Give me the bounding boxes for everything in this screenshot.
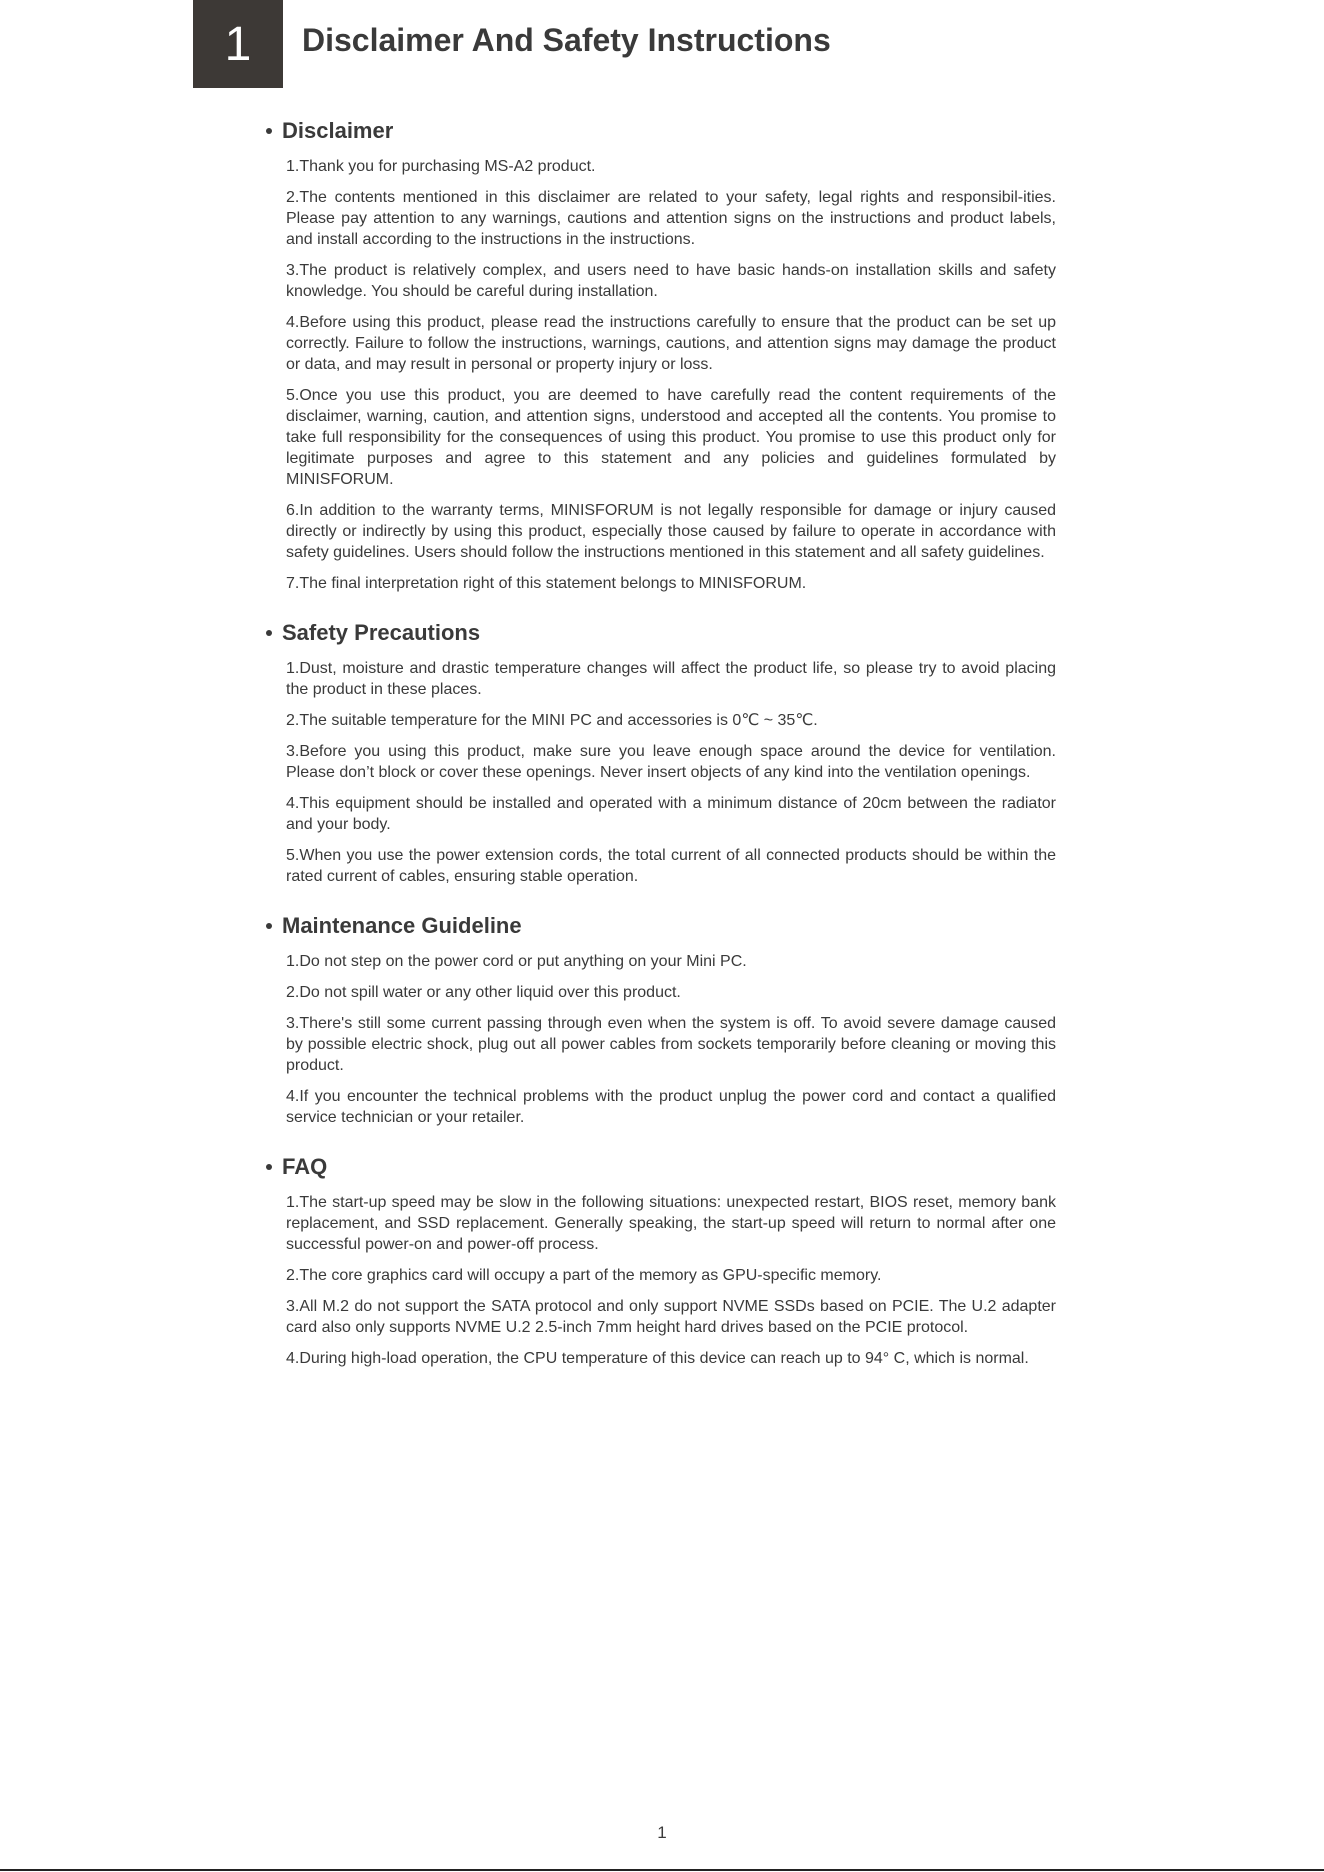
list-item: 3.The product is relatively complex, and users need to have basic hands-on installation skills and safety knowledge. You should be careful during installation. — [286, 262, 1056, 300]
section-heading — [266, 118, 1056, 144]
list-item: 1.Thank you for purchasing MS-A2 product. — [286, 158, 596, 175]
list-item: 2.The contents mentioned in this disclaimer are related to your safety, legal rights and responsibil-ities. Please pay attention to any warnings, cautions and attention signs on the instructions and product labels, and install according to the instructions in the instructions. — [286, 189, 1056, 248]
list-item: 5.Once you use this product, you are deemed to have carefully read the content requirements of the disclaimer, warning, caution, and attention signs, understood and accepted all the contents. You promise to take full responsibility for the consequences of using this product. You promise to use this product only for legitimate purposes and agree to this statement and any policies and guidelines formulated by MINISFORUM. — [286, 387, 1056, 488]
chapter-number: 1 — [224, 17, 252, 71]
page-content — [266, 118, 1056, 1395]
section-heading-text: Maintenance Guideline — [282, 913, 522, 938]
section-faq — [266, 1154, 1056, 1369]
section-maintenance-guideline — [266, 913, 1056, 1128]
list-item: 4.If you encounter the technical problems with the product unplug the power cord and contact a qualified service technician or your retailer. — [286, 1088, 1056, 1126]
section-heading — [266, 913, 1056, 939]
list-item: 4.During high-load operation, the CPU temperature of this device can reach up to 94° C, which is normal. — [286, 1350, 1029, 1367]
section-heading — [266, 1154, 1056, 1180]
list-item: 2.Do not spill water or any other liquid over this product. — [286, 984, 681, 1001]
list-item: 4.This equipment should be installed and operated with a minimum distance of 20cm between the radiator and your body. — [286, 795, 1056, 833]
bullet-icon — [266, 630, 272, 636]
list-item: 3.There's still some current passing through even when the system is off. To avoid severe damage caused by possible electric shock, plug out all power cables from sockets temporarily before cleaning or moving this product. — [286, 1015, 1056, 1074]
list-item: 3.All M.2 do not support the SATA protocol and only support NVME SSDs based on PCIE. The U.2 adapter card also only supports NVME U.2 2.5-inch 7mm height hard drives based on the PCIE protocol. — [286, 1298, 1056, 1336]
list-item: 1.Do not step on the power cord or put anything on your Mini PC. — [286, 953, 747, 970]
list-item: 7.The final interpretation right of this statement belongs to MINISFORUM. — [286, 575, 807, 592]
bottom-divider — [0, 1869, 1324, 1871]
section-heading-text: Disclaimer — [282, 118, 394, 143]
list-item: 2.The core graphics card will occupy a part of the memory as GPU-specific memory. — [286, 1267, 882, 1284]
bullet-icon — [266, 128, 272, 134]
list-item: 4.Before using this product, please read the instructions carefully to ensure that the product can be set up correctly. Failure to follow the instructions, warnings, cautions, and attention signs may damage the product or data, and may result in personal or property injury or loss. — [286, 314, 1056, 373]
list-item: 1.The start-up speed may be slow in the following situations: unexpected restart, BIOS reset, memory bank replacement, and SSD replacement. Generally speaking, the start-up speed will return to normal after one successful power-on and power-off process. — [286, 1194, 1056, 1253]
section-heading-text: Safety Precautions — [282, 620, 481, 645]
section-heading — [266, 620, 1056, 646]
list-item: 5.When you use the power extension cords, the total current of all connected products should be within the rated current of cables, ensuring stable operation. — [286, 847, 1056, 885]
page-number: 1 — [657, 1823, 667, 1842]
list-item: 2.The suitable temperature for the MINI PC and accessories is 0℃ ~ 35℃. — [286, 712, 818, 729]
section-disclaimer — [266, 118, 1056, 594]
bullet-icon — [266, 1164, 272, 1170]
chapter-number-box — [193, 0, 283, 88]
chapter-title: Disclaimer And Safety Instructions — [302, 22, 831, 58]
section-heading-text: FAQ — [282, 1154, 328, 1179]
list-item: 1.Dust, moisture and drastic temperature changes will affect the product life, so please try to avoid placing the product in these places. — [286, 660, 1056, 698]
section-safety-precautions — [266, 620, 1056, 887]
list-item: 3.Before you using this product, make sure you leave enough space around the device for ventilation. Please don’t block or cover these openings. Never insert objects of any kind into the ventilation openings. — [286, 743, 1056, 781]
list-item: 6.In addition to the warranty terms, MINISFORUM is not legally responsible for damage or injury caused directly or indirectly by using this product, especially those caused by failure to operate in accordance with safety guidelines. Users should follow the instructions mentioned in this statement and all safety guidelines. — [286, 502, 1056, 561]
bullet-icon — [266, 923, 272, 929]
